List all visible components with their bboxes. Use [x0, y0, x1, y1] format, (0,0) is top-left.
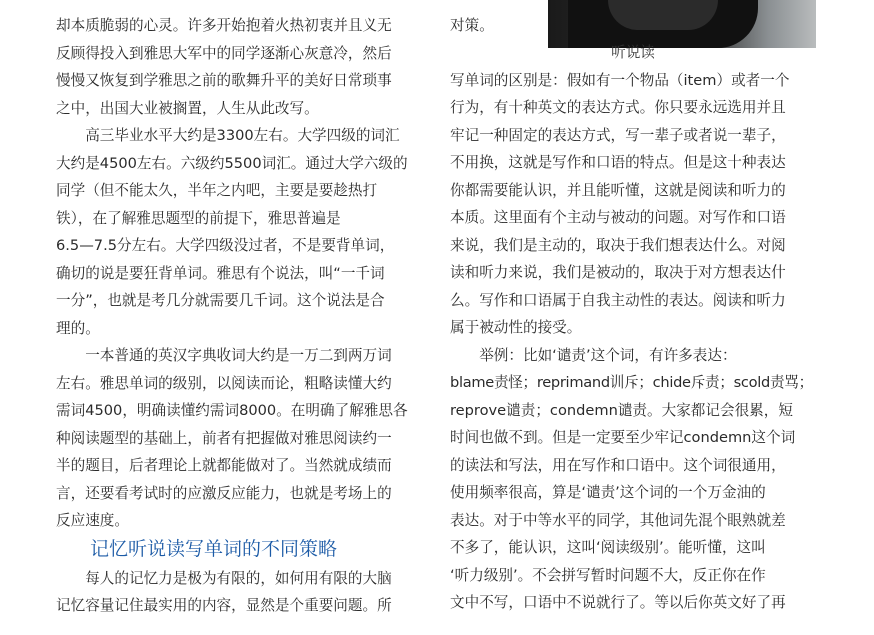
- paragraph-line: 半的题目，后者理论上就都能做对了。当然就成绩而: [56, 457, 392, 474]
- paragraph-line: 一本普通的英汉字典收词大约是一万二到两万词: [56, 347, 392, 364]
- paragraph-line: 慢慢又恢复到学雅思之前的歌舞升平的美好日常琐事: [56, 72, 392, 89]
- paragraph-line: 使用频率很高，算是‘谴责’这个词的一个万金油的: [450, 484, 766, 501]
- paragraph-line: 同学（但不能太久，半年之内吧，主要是要趁热打: [56, 182, 378, 199]
- paragraph-line: blame责怪；reprimand训斥；chide斥责；scold责骂；: [450, 374, 813, 391]
- section-heading: 记忆听说读写单词的不同策略: [90, 538, 338, 560]
- paragraph-line: 言，还要看考试时的应激反应能力，也就是考场上的: [56, 485, 392, 502]
- paragraph-line: 6.5—7.5分左右。大学四级没过者，不是要背单词，: [56, 237, 395, 254]
- paragraph-line: 需词4500，明确读懂约需词8000。在明确了解雅思各: [56, 402, 408, 419]
- paragraph-line: 么。写作和口语属于自我主动性的表达。阅读和听力: [450, 292, 786, 309]
- paragraph-line: 确切的说是要狂背单词。雅思有个说法，叫“一千词: [56, 265, 385, 282]
- paragraph-line: 举例：比如‘谴责’这个词，有许多表达：: [450, 347, 737, 364]
- paragraph-line: 你都需要能认识，并且能听懂，这就是阅读和听力的: [450, 182, 786, 199]
- paragraph-line: 写单词的区别是：假如有一个物品（item）或者一个: [450, 72, 790, 89]
- paragraph-line: 时间也做不到。但是一定要至少牢记condemn这个词: [450, 429, 796, 446]
- paragraph-line: 高三毕业水平大约是3300左右。大学四级的词汇: [56, 127, 400, 144]
- paragraph-line: reprove谴责；condemn谴责。大家都记会很累，短: [450, 402, 793, 419]
- paragraph-line: 一分”，也就是考几分就需要几千词。这个说法是合: [56, 292, 385, 309]
- paragraph-line: 牢记一种固定的表达方式，写一辈子或者说一辈子，: [450, 127, 786, 144]
- paragraph-line: 理的。: [56, 320, 100, 337]
- paragraph-line: 左右。雅思单词的级别，以阅读而论，粗略读懂大约: [56, 375, 392, 392]
- paragraph-line: 铁），在了解雅思题型的前提下，雅思普遍是: [56, 210, 341, 227]
- paragraph-line: 对策。: [450, 17, 494, 34]
- paragraph-line: ‘听力级别’。不会拼写暂时问题不大，反正你在作: [450, 567, 766, 584]
- subheading: 听说读: [611, 44, 655, 61]
- paragraph-line: 属于被动性的接受。: [450, 319, 582, 336]
- paragraph-line: 每人的记忆力是极为有限的，如何用有限的大脑: [56, 570, 392, 587]
- photo-figure-detail: [608, 0, 718, 30]
- paragraph-line: 却本质脆弱的心灵。许多开始抱着火热初衷并且义无: [56, 17, 392, 34]
- paragraph-line: 反应速度。: [56, 512, 129, 529]
- paragraph-line: 不用换，这就是写作和口语的特点。但是这十种表达: [450, 154, 786, 171]
- paragraph-line: 读和听力来说，我们是被动的，取决于对方想表达什: [450, 264, 786, 281]
- paragraph-line: 大约是4500左右。六级约5500词汇。通过大学六级的: [56, 155, 408, 172]
- paragraph-line: 记忆容量记住最实用的内容，显然是个重要问题。所: [56, 597, 392, 614]
- paragraph-line: 不多了，能认识，这叫‘阅读级别’。能听懂，这叫: [450, 539, 766, 556]
- paragraph-line: 种阅读题型的基础上，前者有把握做对雅思阅读约一: [56, 430, 392, 447]
- paragraph-line: 的读法和写法，用在写作和口语中。这个词很通用，: [450, 457, 786, 474]
- paragraph-line: 来说，我们是主动的，取决于我们想表达什么。对阅: [450, 237, 786, 254]
- paragraph-line: 之中，出国大业被搁置，人生从此改写。: [56, 100, 319, 117]
- paragraph-line: 表达。对于中等水平的同学，其他词先混个眼熟就差: [450, 512, 786, 529]
- paragraph-line: 本质。这里面有个主动与被动的问题。对写作和口语: [450, 209, 786, 226]
- paragraph-line: 反顾得投入到雅思大军中的同学逐渐心灰意冷，然后: [56, 45, 392, 62]
- paragraph-line: 行为，有十种英文的表达方式。你只要永远选用并且: [450, 99, 786, 116]
- paragraph-line: 文中不写，口语中不说就行了。等以后你英文好了再: [450, 594, 786, 611]
- portrait-photo: [548, 0, 816, 48]
